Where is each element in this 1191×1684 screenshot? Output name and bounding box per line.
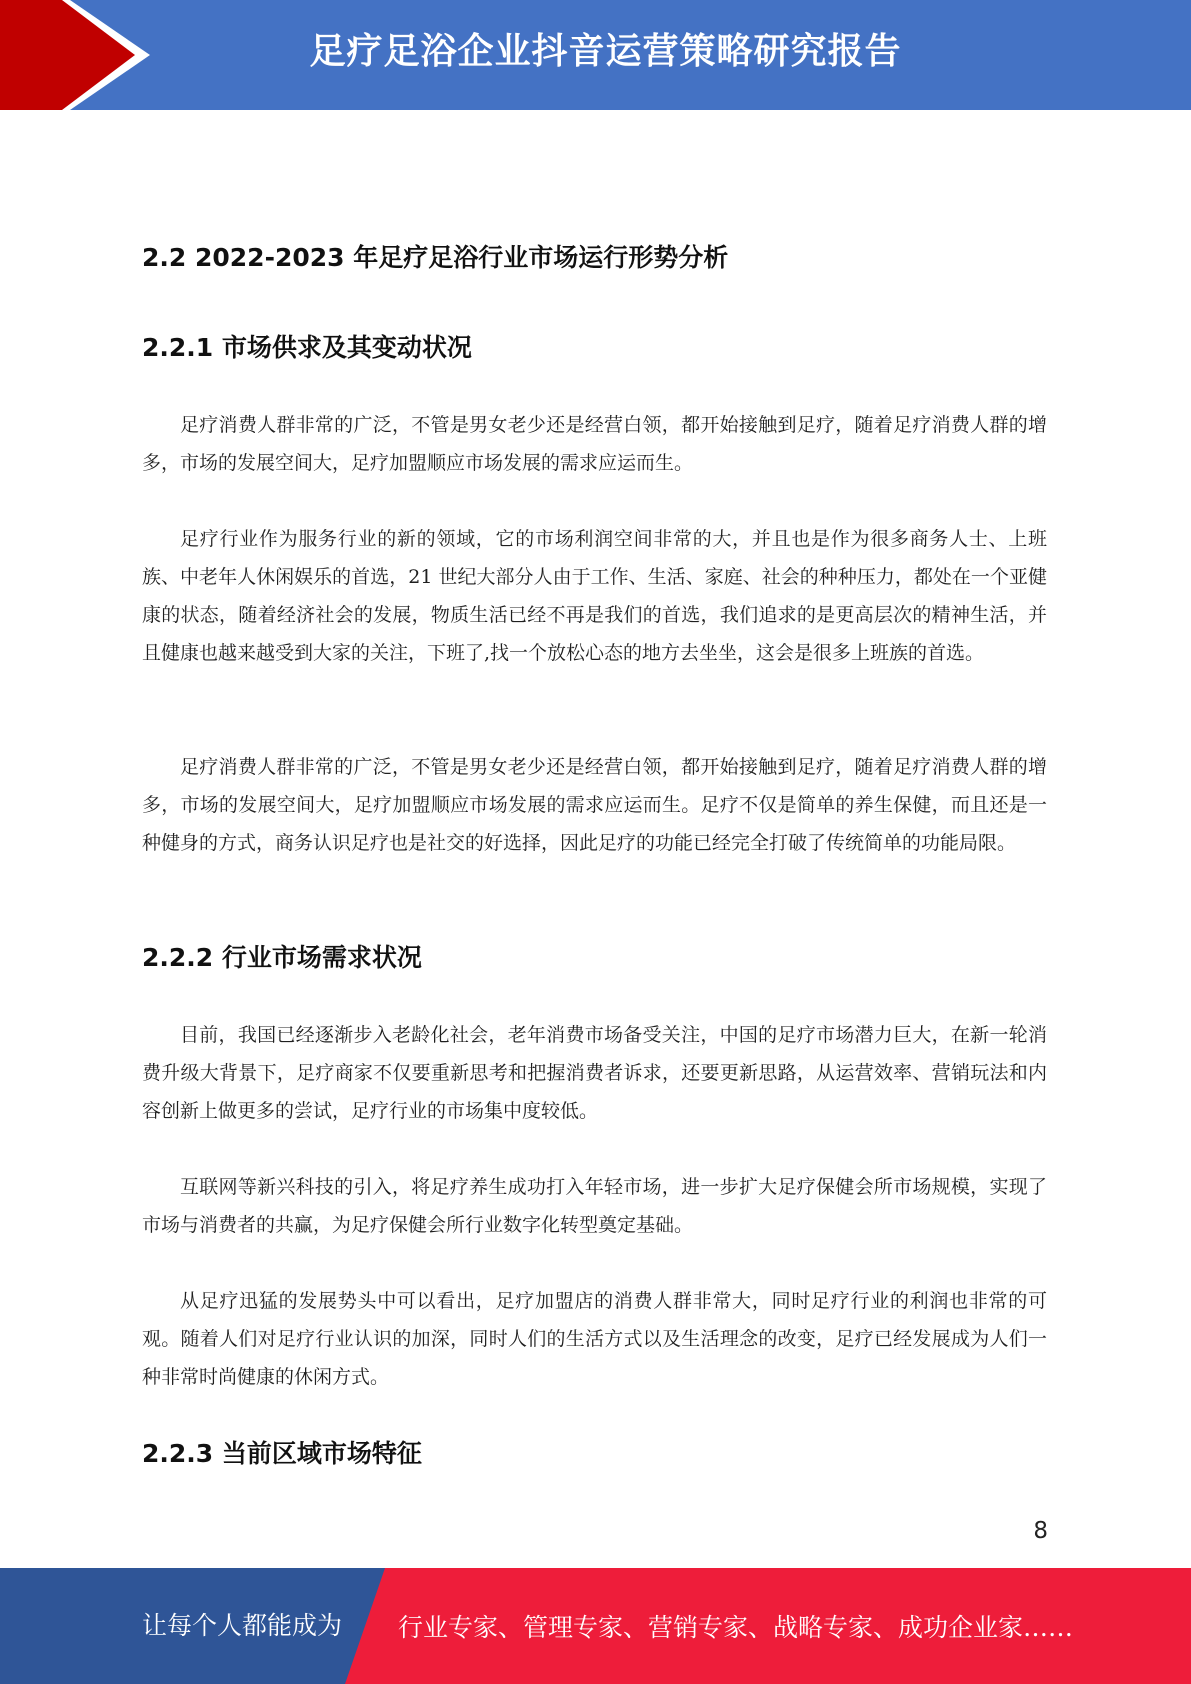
report-title: 足疗足浴企业抖音运营策略研究报告 [309, 31, 902, 72]
section-heading-2-2: 2.2 2022-2023 年足疗足浴行业市场运行形势分析 [142, 243, 729, 272]
page-header [0, 0, 1191, 110]
subsection-heading-2-2-2: 2.2.2 行业市场需求状况 [142, 943, 422, 972]
footer-roles: 行业专家、管理专家、营销专家、战略专家、成功企业家…… [398, 1613, 1074, 1642]
paragraph: 足疗消费人群非常的广泛，不管是男女老少还是经营白领，都开始接触到足疗，随着足疗消费人群的增多，市场的发展空间大，足疗加盟顺应市场发展的需求应运而生。足疗不仅是简单的养生保健，而且还是一种健身的方式，商务认识足疗也是社交的好选择，因此足疗的功能已经完全打破了传统简单的功能局限。 [142, 756, 1047, 854]
paragraph: 从足疗迅猛的发展势头中可以看出，足疗加盟店的消费人群非常大，同时足疗行业的利润也非常的可观。随着人们对足疗行业认识的加深，同时人们的生活方式以及生活理念的改变，足疗已经发展成为人们一种非常时尚健康的休闲方式。 [142, 1290, 1047, 1388]
paragraph: 目前，我国已经逐渐步入老龄化社会，老年消费市场备受关注，中国的足疗市场潜力巨大，在新一轮消费升级大背景下，足疗商家不仅要重新思考和把握消费者诉求，还要更新思路，从运营效率、营销玩法和内容创新上做更多的尝试，足疗行业的市场集中度较低。 [142, 1024, 1047, 1122]
footer-slogan: 让每个人都能成为 [142, 1611, 343, 1640]
subsection-heading-2-2-1: 2.2.1 市场供求及其变动状况 [142, 333, 472, 362]
page-number: 8 [1033, 1518, 1048, 1544]
paragraph: 足疗行业作为服务行业的新的领域，它的市场利润空间非常的大，并且也是作为很多商务人士、上班族、中老年人休闲娱乐的首选，21 世纪大部分人由于工作、生活、家庭、社会的种种压力，都处在一个亚健康的状态，随着经济社会的发展，物质生活已经不再是我们的首选，我们追求的是更高层次的精神生活，并且健康也越来越受到大家的关注，下班了,找一个放松心态的地方去坐坐，这会是很多上班族的首选。 [142, 528, 1047, 664]
paragraph: 互联网等新兴科技的引入，将足疗养生成功打入年轻市场，进一步扩大足疗保健会所市场规模，实现了市场与消费者的共赢，为足疗保健会所行业数字化转型奠定基础。 [142, 1176, 1047, 1236]
subsection-heading-2-2-3: 2.2.3 当前区域市场特征 [142, 1439, 422, 1468]
page-footer [0, 1568, 1191, 1684]
paragraph: 足疗消费人群非常的广泛，不管是男女老少还是经营白领，都开始接触到足疗，随着足疗消费人群的增多，市场的发展空间大，足疗加盟顺应市场发展的需求应运而生。 [142, 414, 1047, 474]
